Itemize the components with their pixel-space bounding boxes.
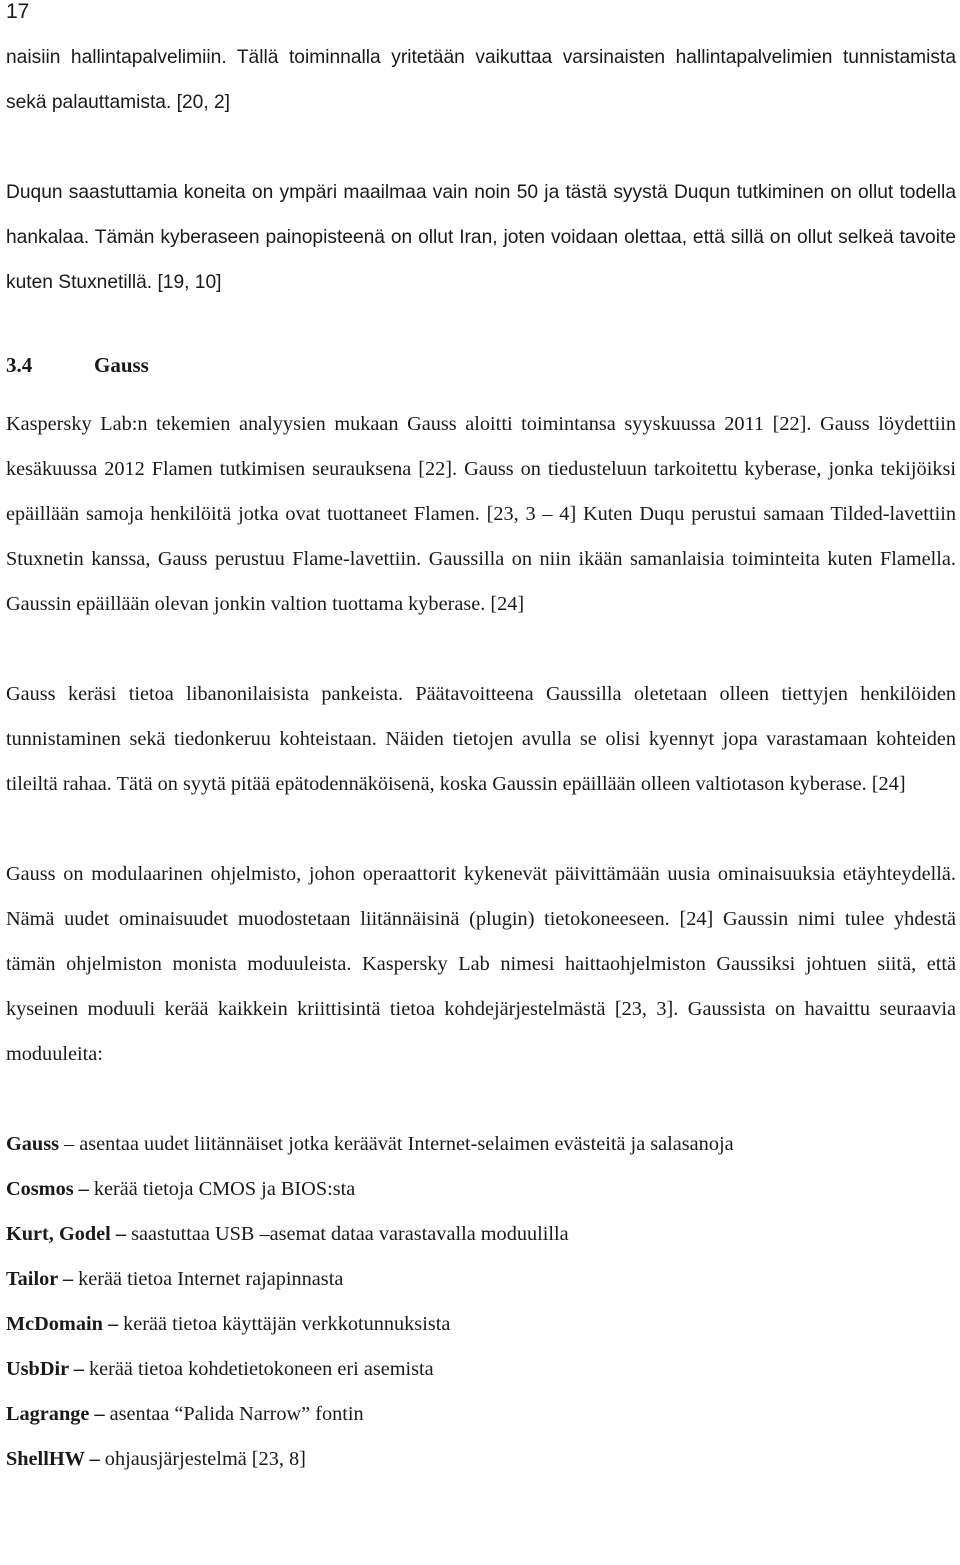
module-name: Tailor – (6, 1268, 74, 1290)
module-desc: saastuttaa USB –asemat dataa varastavalla moduulilla (126, 1223, 569, 1245)
list-item (6, 1122, 956, 1167)
list-item (6, 1257, 956, 1302)
module-name: McDomain – (6, 1313, 119, 1335)
module-desc: – asentaa uudet liitännäiset jotka keräävät Internet-selaimen evästeitä ja salasanoja (58, 1133, 734, 1155)
document-body (6, 35, 956, 1482)
paragraph-gauss-modular: Gauss on modulaarinen ohjelmisto, johon operaattorit kykenevät päivittämään uusia ominaisuuksia etäyhteydellä. Nämä uudet ominaisuudet muodostetaan liitännäisinä (plugin) tietokoneeseen. [24] Gaussin nimi tulee yhdestä tämän ohjelmiston monista moduuleista. Kaspersky Lab nimesi haittaohjelmiston Gaussiksi johtuen siitä, että kyseinen moduuli kerää kaikkein kriittisintä tietoa kohdejärjestelmästä [23, 3]. Gaussista on havaittu seuraavia moduuleita: (6, 863, 956, 1065)
section-title: Gauss (94, 353, 149, 377)
list-item (6, 1167, 956, 1212)
module-desc: asentaa “Palida Narrow” fontin (104, 1403, 364, 1425)
module-name: Cosmos – (6, 1178, 89, 1200)
module-list (6, 1122, 956, 1482)
module-name: Gauss (6, 1133, 59, 1155)
list-item (6, 1302, 956, 1347)
module-name: Lagrange – (6, 1403, 105, 1425)
section-number: 3.4 (6, 353, 33, 377)
module-desc: ohjausjärjestelmä [23, 8] (99, 1448, 306, 1470)
paragraph-gauss-banks: Gauss keräsi tietoa libanonilaisista pankeista. Päätavoitteena Gaussilla oletetaan olleen tiettyjen henkilöiden tunnistaminen sekä tiedonkeruu kohteistaan. Näiden tietojen avulla se olisi kyennyt jopa varastamaan kohteiden tileiltä rahaa. Tätä on syytä pitää epätodennäköisenä, koska Gaussin epäillään olleen valtiotason kyberase. [24] (6, 683, 956, 795)
module-name: ShellHW – (6, 1448, 100, 1470)
module-desc: kerää tietoa Internet rajapinnasta (73, 1268, 344, 1290)
module-desc: kerää tietoa käyttäjän verkkotunnuksista (118, 1313, 451, 1335)
module-name: UsbDir – (6, 1358, 84, 1380)
paragraph-duqu-spread: Duqun saastuttamia koneita on ympäri maailmaa vain noin 50 ja tästä syystä Duqun tutkiminen on ollut todella hankalaa. Tämän kyberaseen painopisteenä on ollut Iran, joten voidaan olettaa, että sillä on ollut selkeä tavoite kuten Stuxnetillä. [19, 10] (6, 182, 956, 293)
list-item (6, 1347, 956, 1392)
section-heading (6, 343, 956, 388)
list-item (6, 1392, 956, 1437)
paragraph-duqu-servers: naisiin hallintapalvelimiin. Tällä toiminnalla yritetään vaikuttaa varsinaisten hallintapalvelimien tunnistamista sekä palauttamista. [20, 2] (6, 47, 956, 113)
page-number: 17 (6, 0, 30, 23)
module-name: Kurt, Godel – (6, 1223, 126, 1245)
list-item (6, 1437, 956, 1482)
module-desc: kerää tietoja CMOS ja BIOS:sta (88, 1178, 356, 1200)
list-item (6, 1212, 956, 1257)
module-desc: kerää tietoa kohdetietokoneen eri asemista (83, 1358, 434, 1380)
paragraph-gauss-intro: Kaspersky Lab:n tekemien analyysien mukaan Gauss aloitti toimintansa syyskuussa 2011 [22]. Gauss löydettiin kesäkuussa 2012 Flamen tutkimisen seurauksena [22]. Gauss on tiedusteluun tarkoitettu kyberase, jonka tekijöiksi epäillään samoja henkilöitä jotka ovat tuottaneet Flamen. [23, 3 – 4] Kuten Duqu perustui samaan Tilded-lavettiin Stuxnetin kanssa, Gauss perustuu Flame-lavettiin. Gaussilla on niin ikään samanlaisia toiminteita kuten Flamella. Gaussin epäillään olevan jonkin valtion tuottama kyberase. [24] (6, 413, 956, 615)
